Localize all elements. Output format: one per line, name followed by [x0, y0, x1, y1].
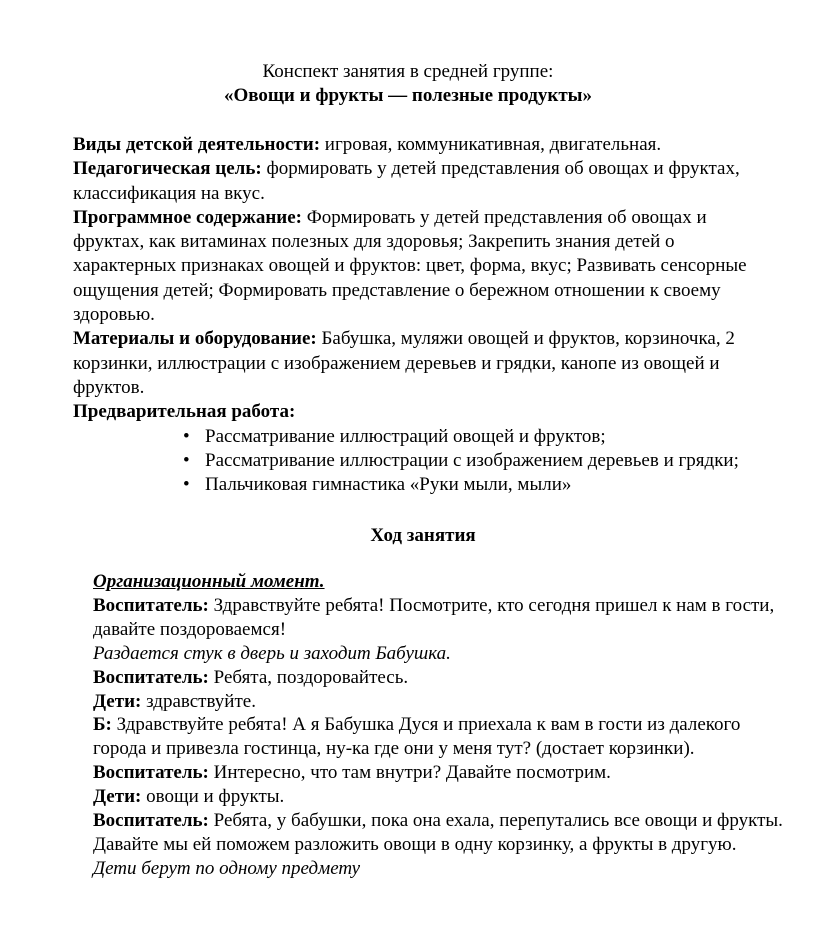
dialog-line [93, 666, 783, 690]
speech-text: Здравствуйте ребята! А я Бабушка Дуся и приехала к вам в гости из далекого города и привезла гостинца, ну-ка где они у меня тут? (достает корзинки). [93, 714, 741, 760]
materials-text: Бабушка, муляжи овощей и фруктов, корзиночка, 2 корзинки, иллюстрации с изображением деревьев и грядки, канопе из овощей и фруктов. [73, 328, 735, 398]
activity-label: Виды детской деятельности: [73, 134, 321, 155]
org-moment-heading [93, 570, 783, 594]
speaker-label: Воспитатель: [93, 666, 209, 688]
goal-label: Педагогическая цель: [73, 158, 262, 180]
speech-text: Здравствуйте ребята! Посмотрите, кто сегодня пришел к нам в гости, давайте поздороваемся! [93, 594, 775, 640]
dialog-line [93, 761, 783, 785]
title-topic: «Овощи и фрукты — полезные продукты» [223, 85, 592, 106]
stage-direction: Дети берут по одному предмету [93, 857, 361, 879]
speech-text: Интересно, что там внутри? Давайте посмотрим. [208, 762, 611, 784]
speaker-label: Воспитатель: [93, 594, 209, 616]
materials-label: Материалы и оборудование: [73, 328, 317, 350]
title-subheading: Конспект занятия в средней группе: [262, 61, 554, 82]
activity-paragraph [73, 133, 773, 157]
org-moment-text: Организационный момент. [93, 571, 325, 592]
program-text: Формировать у детей представления об овощах и фруктах, как витаминах полезных для здоровья; Закрепить знания детей о характерных признаках овощей и фруктов: цвет, форма, вкус; Развивать сенсорные ощущения детей; Формировать представление о бережном отношении к своему здоровью. [73, 206, 747, 326]
document-title [0, 60, 816, 108]
speech-text: здравствуйте. [141, 690, 256, 712]
speaker-label: Б: [93, 714, 112, 736]
dialog-line [93, 809, 783, 857]
goal-text: формировать у детей представления об овощах и фруктах, классификация на вкус. [73, 158, 740, 204]
speaker-label: Воспитатель: [93, 810, 209, 832]
lesson-dialog [93, 570, 783, 881]
stage-direction: Раздается стук в дверь и заходит Бабушка. [93, 642, 451, 664]
speech-text: овощи и фрукты. [141, 786, 285, 808]
program-label: Программное содержание: [73, 206, 302, 228]
prelim-label: Предварительная работа: [73, 401, 296, 423]
activity-text: игровая, коммуникативная, двигательная. [320, 134, 662, 155]
dialog-line [93, 690, 783, 714]
prelim-list [73, 425, 773, 498]
list-item: • Пальчиковая гимнастика «Руки мыли, мыли» [183, 473, 773, 497]
speech-text: Ребята, поздоровайтесь. [208, 666, 409, 688]
list-item: • Рассматривание иллюстраций овощей и фруктов; [183, 425, 773, 449]
prelim-paragraph [73, 400, 773, 424]
materials-paragraph [73, 327, 773, 400]
dialog-line [93, 594, 783, 642]
speech-text: Ребята, у бабушки, пока она ехала, перепутались все овощи и фрукты. Давайте мы ей поможем разложить овощи в одну корзинку, а фрукты в другую. [93, 810, 783, 855]
program-paragraph [73, 206, 773, 327]
speaker-label: Дети: [93, 786, 142, 808]
dialog-line [93, 713, 783, 761]
section-title: Ход занятия [370, 525, 476, 546]
lesson-info [73, 133, 773, 497]
speaker-label: Воспитатель: [93, 762, 209, 784]
dialog-line [93, 785, 783, 809]
goal-paragraph [73, 157, 773, 206]
list-item: • Рассматривание иллюстрации с изображением деревьев и грядки; [183, 449, 773, 473]
speaker-label: Дети: [93, 690, 142, 712]
